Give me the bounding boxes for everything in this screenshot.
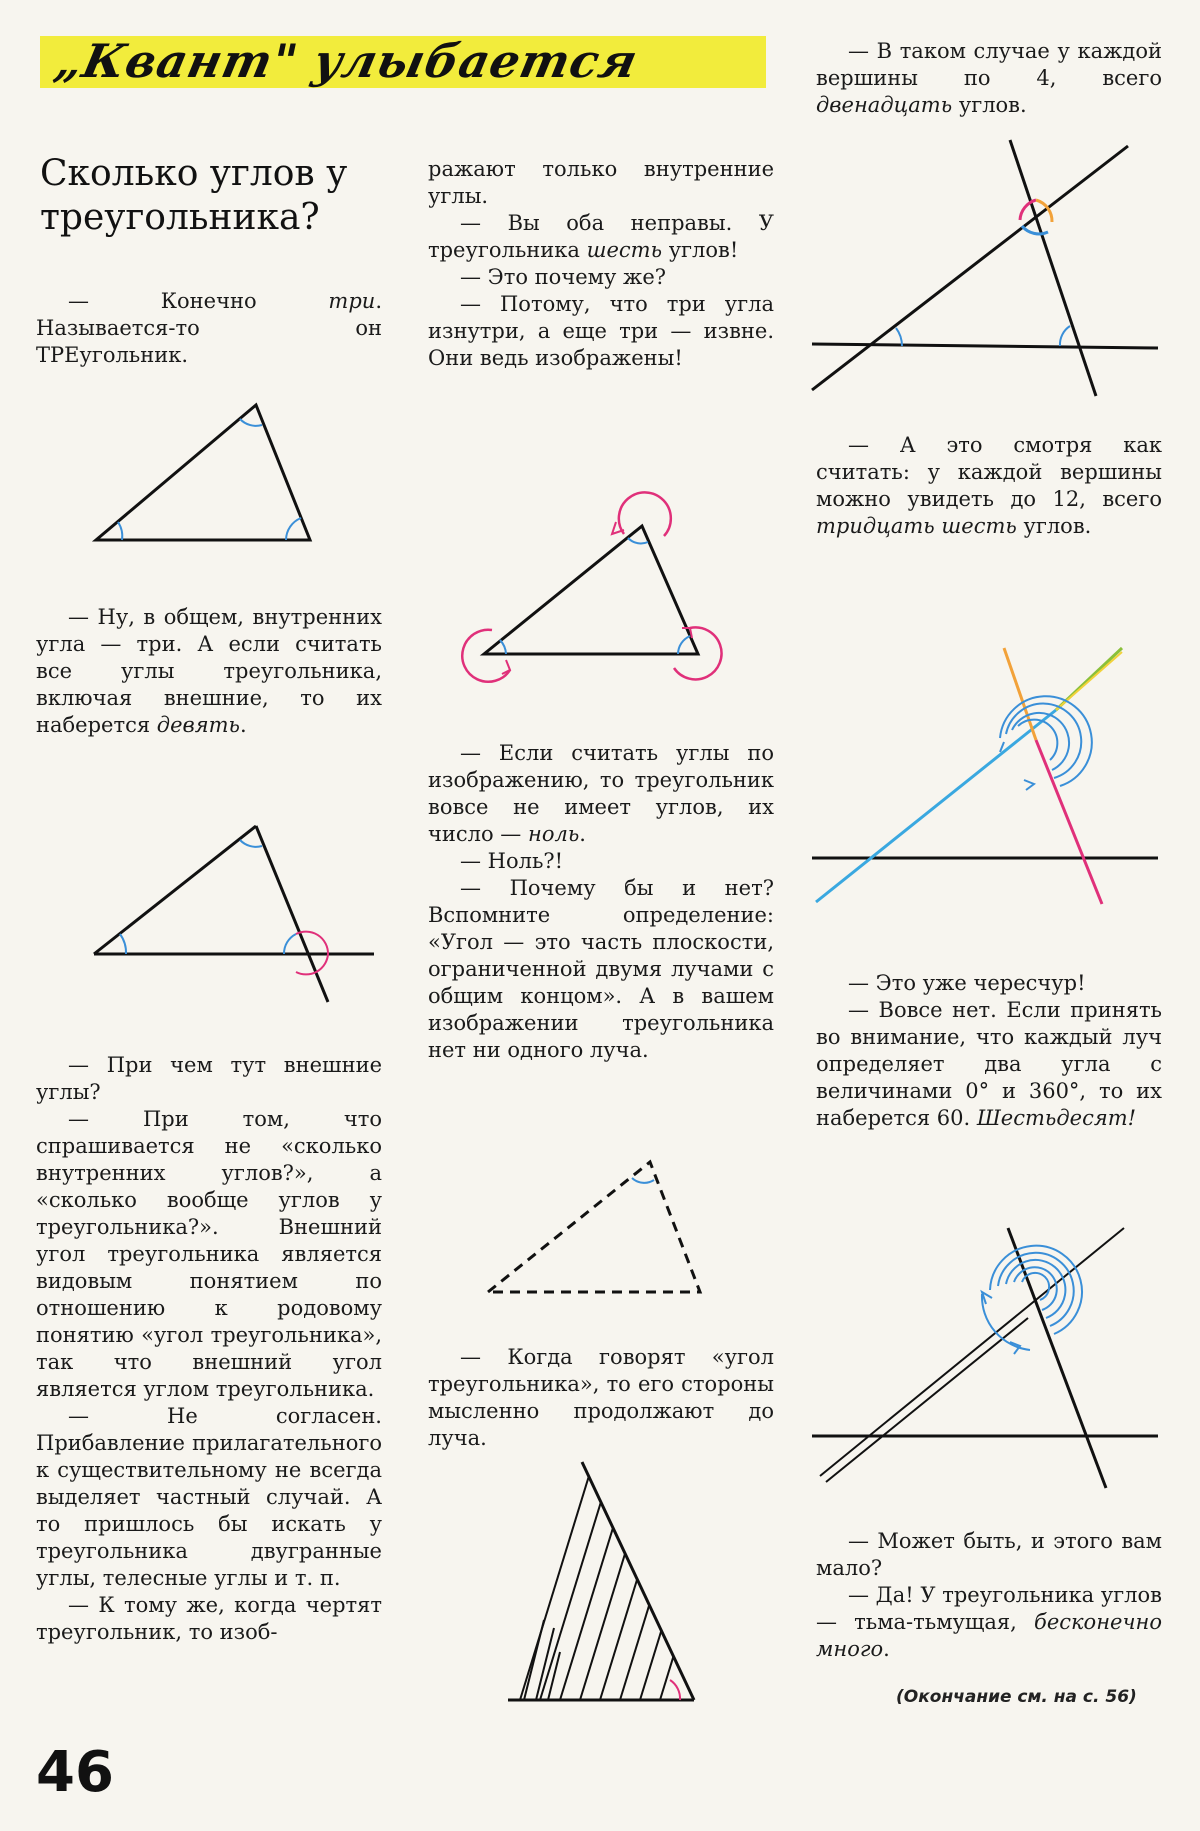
ray-orange [1004, 648, 1036, 740]
paragraph: — Почему бы и нет? Вспомните определение: «Угол — это часть плоскости, ограниченной двумя лучами с общим концом». А в вашем изображении треугольника нет ни одного луча. [428, 876, 774, 1062]
paragraph: — В таком случае у каждой вершины по 4, всего двенадцать углов. [816, 39, 1162, 117]
col3-block-2 [816, 432, 1162, 540]
inner-angle-arc [240, 419, 262, 426]
paragraph: — Вовсе нет. Если принять во внимание, что каждый луч определяет два угла с величинами 0° и 360°, то их наберется 60. Шестьдесят! [816, 998, 1162, 1130]
paragraph: — Конечно три. Называется-то он ТРЕугольник. [36, 289, 382, 367]
paragraph: — Не согласен. Прибавление прилагательного к существительному не всегда выделяет частный случай. А то пришлось бы искать у треугольника двугранные углы, телесные углы и т. п. [36, 1404, 382, 1590]
paragraph: — Ноль?! [460, 849, 564, 873]
col2-block-1 [428, 156, 774, 372]
inner-angle-arc [118, 522, 122, 540]
dashed-triangle-outline [488, 1162, 700, 1292]
paragraph: — Да! У треугольника углов — тьма-тьмущая, бесконечно много. [816, 1583, 1162, 1661]
line-c [1010, 140, 1096, 396]
inner-angle-arc [120, 934, 126, 954]
col3-block-1 [816, 38, 1162, 119]
paragraph: — Когда говорят «угол треугольника», то его стороны мысленно продолжают до луча. [428, 1345, 774, 1450]
inner-angle-arc [628, 538, 648, 543]
paragraph: — Если считать углы по изображению, то треугольник вовсе не имеет углов, их число — ноль. [428, 741, 774, 846]
triangle-outline [96, 405, 310, 540]
arrowhead [502, 660, 510, 674]
paragraph: — Это уже чересчур! [848, 971, 1086, 995]
ray-blue [816, 710, 1056, 902]
angle-arc-orange [1036, 200, 1052, 222]
col3-block-3 [816, 970, 1162, 1132]
paragraph: ражают только внутренние углы. [428, 157, 774, 208]
ray-magenta [1036, 740, 1102, 904]
paragraph: — При чем тут внешние углы? [36, 1053, 382, 1104]
angle-arc-blue [1022, 226, 1048, 234]
paragraph: — Ну, в общем, внутренних угла — три. А если считать все углы треугольника, включая внешние, то их наберется девять. [36, 605, 382, 737]
rubric-title: „Квант" улыбается [50, 34, 643, 88]
line-a [812, 146, 1128, 390]
inner-angle-arc [240, 840, 262, 847]
col3-block-4 [816, 1528, 1162, 1663]
paragraph: — При том, что спрашивается не «сколько внутренних углов?», а «сколько вообще углов у треугольника?». Внешний угол треугольника является видовым понятием по отношению к родовому понятию «угол треугольника», так что внешний угол является углом треугольника. [36, 1107, 382, 1401]
arrowhead [1000, 742, 1004, 752]
line-b [812, 344, 1158, 348]
triangle-side [94, 826, 256, 954]
inner-angle-arc [286, 518, 301, 540]
page-number: 46 [36, 1740, 114, 1805]
ray-double-2 [826, 1318, 1028, 1482]
inner-angle-arc [1060, 326, 1070, 346]
hatch-lines [520, 1440, 740, 1700]
paragraph: — Может быть, и этого вам мало? [816, 1529, 1162, 1580]
paragraph: — Это почему же? [460, 265, 667, 289]
hatch-lines-left [524, 1620, 560, 1700]
paragraph: — Вы оба неправы. У треугольника шесть углов! [428, 211, 774, 262]
inner-angle-arc [896, 328, 902, 346]
continuation-note: (Окончание см. на с. 56) [896, 1687, 1137, 1707]
triangle-side [582, 1462, 694, 1700]
inner-angle-arc [284, 934, 296, 954]
arrowhead [682, 628, 692, 638]
angle-arcs-group [982, 1246, 1082, 1350]
ray-yellow [1056, 652, 1122, 710]
arrowhead [1010, 1342, 1020, 1354]
arrowhead [612, 522, 624, 534]
outer-angle-arc [619, 492, 671, 536]
arrowhead [1024, 780, 1034, 790]
col1-block-2 [36, 604, 382, 739]
extended-side-line [256, 826, 328, 1002]
outer-angle-arc [462, 630, 510, 682]
inner-angle-arc [678, 636, 690, 654]
arrowhead [982, 1292, 992, 1304]
inner-angle-arc [500, 640, 506, 654]
inner-angle-arc [632, 1178, 654, 1183]
paragraph: — К тому же, когда чертят треугольник, то изоб- [36, 1593, 382, 1644]
angle-arc-magenta [1020, 200, 1036, 220]
angle-arcs-group [1000, 696, 1092, 786]
col1-block-3 [36, 1052, 382, 1646]
paragraph: — Потому, что три угла изнутри, а еще три — извне. Они ведь изображены! [428, 292, 774, 370]
col1-block-1 [36, 288, 382, 369]
col2-block-3 [428, 1344, 774, 1452]
paragraph: — А это смотря как считать: у каждой вершины можно увидеть до 12, всего тридцать шесть углов. [816, 433, 1162, 538]
line-c [1008, 1228, 1106, 1488]
ray-double-1 [820, 1228, 1124, 1476]
ray-green [1056, 648, 1122, 710]
outer-angle-arc [296, 932, 328, 975]
col2-block-2 [428, 740, 774, 1064]
outer-angle-arc [674, 627, 722, 679]
triangle-outline [484, 526, 698, 654]
inner-angle-arc [670, 1680, 680, 1700]
article-title: Сколько углов у треугольника? [40, 153, 348, 238]
